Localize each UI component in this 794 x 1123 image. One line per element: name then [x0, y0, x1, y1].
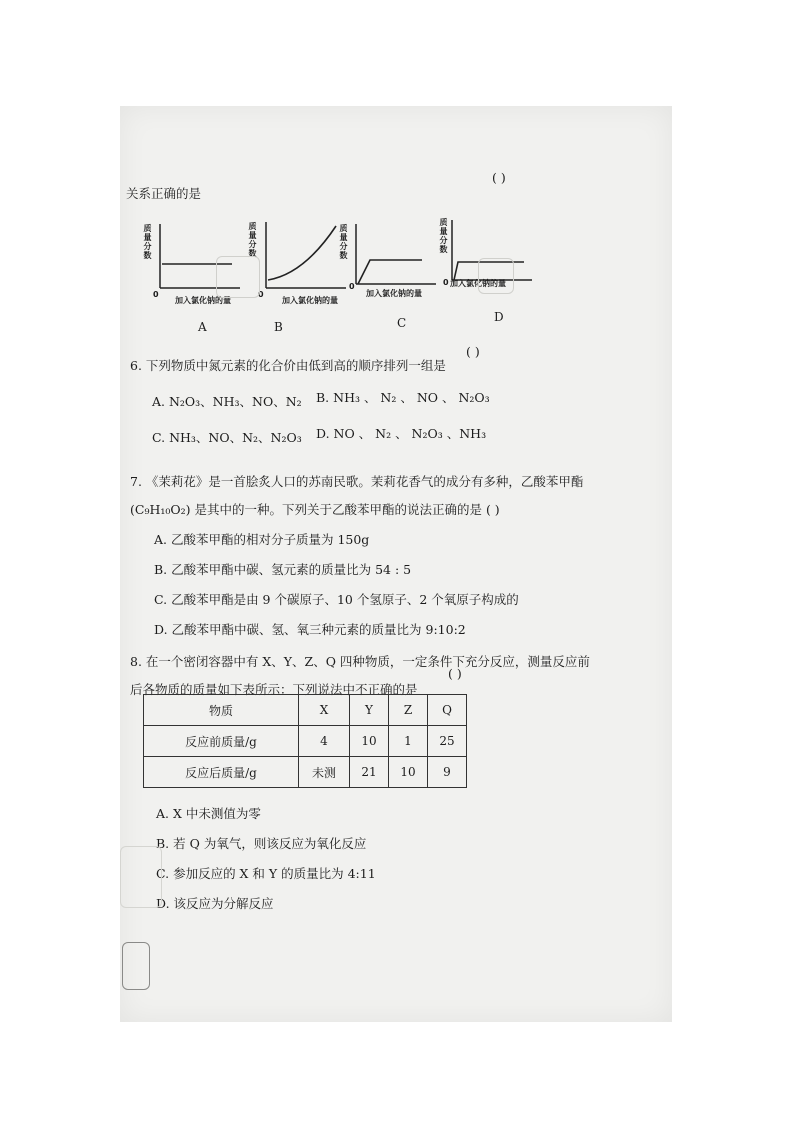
- q8-option-d: D. 该反应为分解反应: [156, 896, 274, 911]
- q8-option-c: C. 参加反应的 X 和 Y 的质量比为 4:11: [156, 866, 376, 881]
- q6-option-a: A. N₂O₃、NH₃、NO、N₂: [152, 394, 302, 409]
- table-cell: 21: [350, 757, 389, 788]
- table-header-row: [144, 695, 467, 726]
- table-cell: 1: [389, 726, 428, 757]
- table-header-cell: X: [299, 695, 350, 726]
- bleed-through-box: [120, 846, 162, 908]
- graph-b-label: B: [274, 320, 283, 334]
- q7-stem-line2: (C₉H₁₀O₂) 是其中的一种。下列关于乙酸苯甲酯的说法正确的是 ( ): [130, 502, 500, 517]
- graph-b-ylabel: 质量分数: [248, 222, 257, 258]
- q5-answer-paren: ( ): [492, 170, 506, 185]
- q7-option-b: B. 乙酸苯甲酯中碳、氢元素的质量比为 54 : 5: [154, 562, 412, 577]
- graph-b-curve: [268, 226, 336, 280]
- q8-answer-paren: ( ): [448, 666, 462, 681]
- table-cell: 4: [299, 726, 350, 757]
- graph-a-origin: 0: [153, 290, 159, 299]
- graph-c-origin: 0: [349, 282, 355, 291]
- table-cell: 反应后质量/g: [144, 757, 299, 788]
- graph-d-ylabel: 质量分数: [439, 218, 448, 254]
- table-cell: 10: [350, 726, 389, 757]
- graph-b-origin: 0: [258, 290, 264, 299]
- graph-c-curve: [358, 260, 422, 284]
- q7-option-c: C. 乙酸苯甲酯是由 9 个碳原子、10 个氢原子、2 个氧原子构成的: [154, 592, 519, 607]
- page-corner-box: [122, 942, 150, 990]
- graph-a-label: A: [198, 320, 207, 334]
- graph-c-xlabel: 加入氯化钠的量: [366, 289, 422, 298]
- q7-option-d: D. 乙酸苯甲酯中碳、氢、氧三种元素的质量比为 9:10:2: [154, 622, 466, 637]
- bleed-through-box: [216, 256, 260, 298]
- bleed-through-box: [478, 258, 514, 294]
- graph-c-ylabel: 质量分数: [339, 224, 348, 260]
- table-cell: 10: [389, 757, 428, 788]
- q7-stem-line1: 7. 《茉莉花》是一首脍炙人口的苏南民歌。茉莉花香气的成分有多种，乙酸苯甲酯: [130, 474, 584, 489]
- graph-c-plot: [346, 218, 446, 294]
- graph-d-xlabel: 加入氯化钠的量: [450, 279, 506, 288]
- graph-a-ylabel: 质量分数: [143, 224, 152, 260]
- table-cell: 25: [428, 726, 467, 757]
- table-cell: 反应前质量/g: [144, 726, 299, 757]
- q6-stem: 6. 下列物质中氮元素的化合价由低到高的顺序排列一组是: [130, 358, 446, 373]
- q8-option-a: A. X 中未测值为零: [156, 806, 261, 821]
- table-header-cell: 物质: [144, 695, 299, 726]
- q7-option-a: A. 乙酸苯甲酯的相对分子质量为 150g: [154, 532, 370, 547]
- graph-b-xlabel: 加入氯化钠的量: [282, 296, 338, 305]
- q8-stem-line2: 后各物质的质量如下表所示：下列说法中不正确的是: [130, 682, 418, 697]
- q6-option-b: B. NH₃ 、 N₂ 、 NO 、 N₂O₃: [316, 390, 490, 405]
- q8-option-b: B. 若 Q 为氧气，则该反应为氧化反应: [156, 836, 367, 851]
- table-row: [144, 726, 467, 757]
- q6-answer-paren: ( ): [466, 344, 480, 359]
- graph-a-xlabel: 加入氯化钠的量: [175, 296, 231, 305]
- table-header-cell: Y: [350, 695, 389, 726]
- table-header-cell: Q: [428, 695, 467, 726]
- q6-option-d: D. NO 、 N₂ 、 N₂O₃ 、NH₃: [316, 426, 487, 441]
- q8-stem-line1: 8. 在一个密闭容器中有 X、Y、Z、Q 四种物质，一定条件下充分反应，测量反应前: [130, 654, 590, 669]
- mass-table: [143, 694, 467, 788]
- graph-d-origin: 0: [443, 278, 449, 287]
- graph-d-label: D: [494, 310, 504, 324]
- table-cell: 9: [428, 757, 467, 788]
- table-row: [144, 757, 467, 788]
- graph-c-label: C: [397, 316, 407, 330]
- table-header-cell: Z: [389, 695, 428, 726]
- exam-page: [120, 106, 672, 1022]
- q5-stem: 关系正确的是: [126, 186, 202, 201]
- table-cell: 未测: [299, 757, 350, 788]
- q6-option-c: C. NH₃、NO、N₂、N₂O₃: [152, 430, 302, 445]
